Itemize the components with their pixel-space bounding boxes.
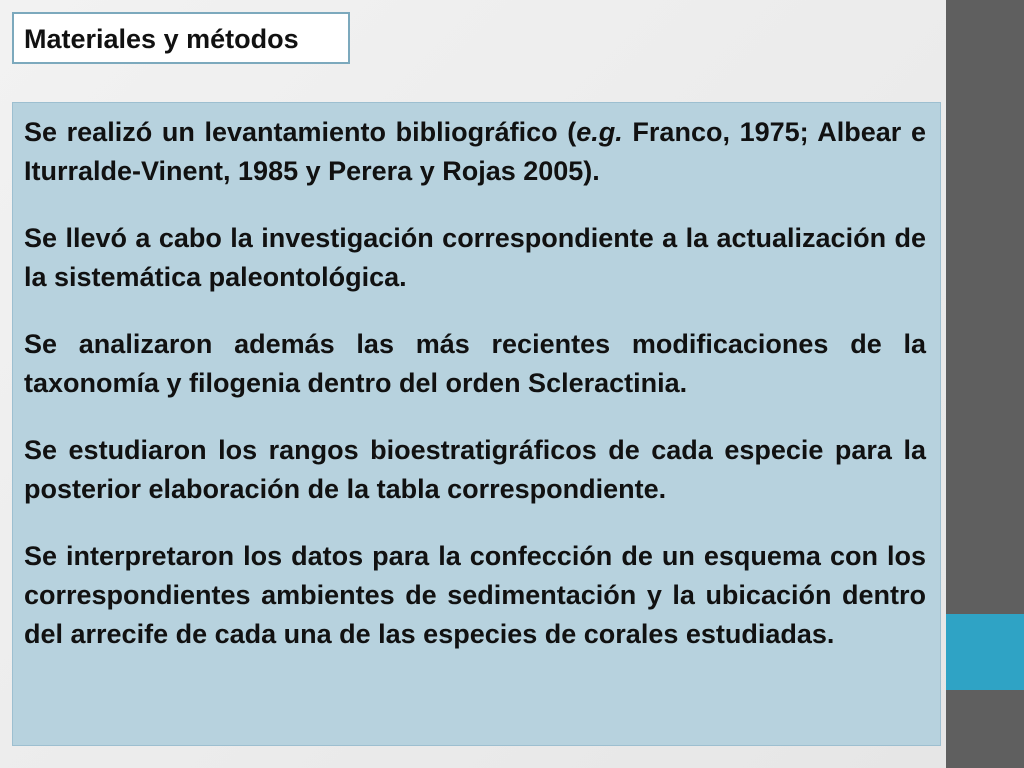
slide-title-box — [12, 12, 350, 64]
paragraph-1 — [24, 113, 926, 191]
paragraph-1-text-before: Se realizó un levantamiento bibliográfico ( — [24, 117, 577, 147]
side-accent-block — [946, 614, 1024, 690]
content-box — [12, 102, 941, 746]
paragraph-1-italic-text: e.g. — [576, 117, 623, 147]
paragraph-1-text-after: Franco, 1975; Albear e Iturralde-Vinent, 1985 y Perera y Rojas 2005). — [24, 117, 926, 186]
paragraph-5: Se interpretaron los datos para la confección de un esquema con los correspondientes ambientes de sedimentación y la ubicación dentro del arrecife de cada una de las especies de corales estudiadas. — [24, 541, 926, 649]
paragraph-2: Se llevó a cabo la investigación correspondiente a la actualización de la sistemática paleontológica. — [24, 223, 926, 292]
slide-title: Materiales y métodos — [24, 24, 299, 54]
paragraph-4: Se estudiaron los rangos bioestratigráficos de cada especie para la posterior elaboración de la tabla correspondiente. — [24, 435, 926, 504]
paragraph-3: Se analizaron además las más recientes modificaciones de la taxonomía y filogenia dentro del orden Scleractinia. — [24, 329, 926, 398]
